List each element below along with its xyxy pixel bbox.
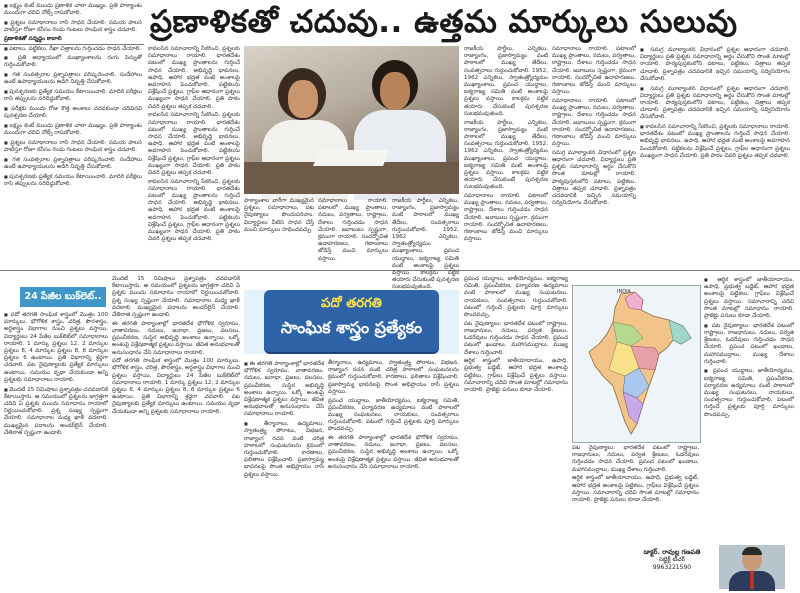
paragraph: ■ పునశ్చరణకు ప్రత్యేక సమయం కేటాయించాలి. మాదిరి పరీక్షలు రాసి తప్పులను సరిదిద్దుకోవాలి. — [4, 173, 142, 188]
paragraph: ఈ తరగతి పాఠ్యాంశాల్లో భారతదేశ భౌగోళిక స్వరూపం, వాతావరణం, నదులు, జనాభా, ప్రజలు, వలసలు, ప్రపంచీకరణ, సుస్థిర అభివృద్ధి అంశాలు ఉన్నాయి. ఒక్కో అంశంపై విశ్లేషణాత్మక ప్రశ్నలు వస్తాయి. జీవిత అనుభవాలతో అనుసంధానం చేసి సమాధానాలు రాయాలి. — [112, 320, 240, 356]
paragraph: రాజకీయ పార్టీలు, ఎన్నికలు, రాజ్యాంగం, ప్రజాస్వామ్యం వంటి పాఠాలలో ముఖ్య తేదీలు, సంవత్సరాలు గుర్తుంచుకోవాలి. 1952, 1962 ఎన్నికలు, స్వాతంత్ర్యోద్యమం ముఖ్యాంశాలు, ప్రపంచ యుద్ధాలు, ఐక్యరాజ్య సమితి వంటి అంశాలపై ప్రశ్నలు వస్తాయి. కాలక్రమ పట్టిక తయారు చేసుకుంటే పునశ్చరణ సులభమవుతుంది. — [464, 119, 548, 191]
author-photo — [719, 545, 785, 589]
column-under-photo-1 — [244, 198, 314, 266]
social-studies-banner — [244, 290, 459, 354]
subheading: ప్రణాళికతో సన్నద్ధం కావాలి — [4, 35, 62, 42]
paragraph: ప్రపంచ యుద్ధాలు, జాతీయోద్యమం, ఐక్యరాజ్య సమితి, ప్రపంచీకరణ, పర్యావరణ ఉద్యమాలు వంటి పాఠాలలో ముఖ్య సంఘటనలు, నాయకులు, సంవత్సరాలు గుర్తుంచుకోవాలి. పటంలో గుర్తించే ప్రశ్నలకు పూర్తి మార్కులు పొందవచ్చు. — [464, 276, 568, 319]
paragraph: కావలసిన సమాచారాన్ని సేకరించి, ప్రశ్నలకు సమాధానాలు రాయాలి. భారతదేశం పటంలో ముఖ్య ప్రాంతాలను గుర్తించే సాధన చేయాలి. అభివృద్ధి భావనలు, ఉపాధి, ఆహార భద్రత వంటి అంశాలపై అవగాహన పెంచుకోవాలి. పట్టికలను విశ్లేషించే ప్రశ్నలు, గ్రాఫ్‌ల ఆధారంగా ప్రశ్నలు ముఖ్యంగా సాధన చేయాలి. ప్రతి పాఠం చివరి ప్రశ్నలు తప్పక చదవాలి. — [148, 112, 240, 176]
column-bottom-3 — [244, 360, 324, 591]
banner-line-1: పదో తరగతి — [321, 296, 382, 311]
paragraph: కావలసిన సమాచారాన్ని సేకరించి, ప్రశ్నలకు సమాధానాలు రాయాలి. భారతదేశం పటంలో ముఖ్య ప్రాంతాలను గుర్తించే సాధన చేయాలి. అభివృద్ధి భావనలు, ఉపాధి, ఆహార భద్రత వంటి అంశాలపై అవగాహన పెంచుకోవాలి. పట్టికలను విశ్లేషించే ప్రశ్నలు, గ్రాఫ్‌ల ఆధారంగా ప్రశ్నలు ముఖ్యంగా సాధన చేయాలి. ప్రతి పాఠం చివరి ప్రశ్నలు తప్పక చదవాలి. — [148, 178, 240, 243]
paragraph: కావలసిన సమాచారాన్ని సేకరించి, ప్రశ్నలకు సమాధానాలు రాయాలి. భారతదేశం పటంలో ముఖ్య ప్రాంతాలను గుర్తించే సాధన చేయాలి. అభివృద్ధి భావనలు, ఉపాధి, ఆహార భద్రత వంటి అంశాలపై అవగాహన పెంచుకోవాలి. పట్టికలను విశ్లేషించే ప్రశ్నలు, గ్రాఫ్‌ల ఆధారంగా ప్రశ్నలు ముఖ్యంగా సాధన చేయాలి. ప్రతి పాఠం చివరి ప్రశ్నలు తప్పక చదవాలి. — [148, 46, 240, 110]
column-top-3 — [464, 46, 548, 266]
paragraph: ■ పరీక్షకు ముందు రోజు కొత్త అంశాలు చదవకుండా చదివినవి పునశ్చరణ చేయాలి. — [4, 105, 142, 120]
column-bottom-1 — [4, 311, 108, 591]
paragraph: సమాధానాలు రాయాలి. పటాలలో ముఖ్య ప్రాంతాలు, నదులు, పర్వతాలు, రాష్ట్రాలు, దేశాలు గుర్తించడం సాధన చేయాలి. జవాబులు స్పష్టంగా, క్రమంగా రాయాలి. సందర్భోచిత ఉదాహరణలు, గణాంకాలు జోడిస్తే మంచి మార్కులు వస్తాయి. — [552, 97, 636, 148]
column-bottom-2 — [112, 276, 240, 591]
paragraph: పదో తరగతి సాంఘిక శాస్త్రంలో మొత్తం 100 మార్కులు. భౌగోళిక శాస్త్రం, చరిత్ర, పౌరశాస్త్రం, అర్థశాస్త్రం విభాగాల నుంచి ప్రశ్నలు వస్తాయి. విద్యార్థులు 24 పేజీల బుక్‌లెట్‌లో సమాధానాలు రాయాలి. 1 మార్కు ప్రశ్నలు 12, 2 మార్కుల ప్రశ్నలు 8, 4 మార్కుల ప్రశ్నలు 8, 8 మార్కుల ప్రశ్నలు 6 ఉంటాయి. ప్రతి విభాగాన్ని శ్రద్ధగా చదవాలి. పట నైపుణ్యాలకు ప్రత్యేక మార్కులు ఉంటాయి. సమయం వృథా చేయకుండా అన్ని ప్రశ్నలకు సమాధానాలు రాయాలి. — [112, 358, 240, 415]
paragraph: మొదటి 15 నిమిషాలు ప్రశ్నాపత్రం చదవడానికి కేటాయిస్తారు. ఆ సమయంలో ప్రశ్నలను జాగ్రత్తగా చదివి ఏ ప్రశ్నకు ముందు సమాధానం రాయాలో నిర్ణయించుకోవాలి. ప్రశ్న సంఖ్య స్పష్టంగా వేయాలి. సమాధానాల మధ్య ఖాళీ వదలాలి. ముఖ్యమైన పదాలను అండర్‌లైన్‌ చేయాలి. చేతిరాత స్పష్టంగా ఉండాలి. — [112, 276, 240, 319]
paragraph: సమాధానాలు రాయాలి. పటాలలో ముఖ్య ప్రాంతాలు, నదులు, పర్వతాలు, రాష్ట్రాలు, దేశాలు గుర్తించడం సాధన చేయాలి. జవాబులు స్పష్టంగా, క్రమంగా రాయాలి. సందర్భోచిత ఉదాహరణలు, గణాంకాలు జోడిస్తే మంచి మార్కులు వస్తాయి. — [552, 46, 636, 96]
paragraph: పాఠ్యాంశాల వారీగా ముఖ్యమైన ప్రశ్నలు, సమాధానాలు, పట నైపుణ్యాలు పొందుపరిచాం. విద్యార్థులు వీటిని సాధన చేస్తే మంచి మార్కులు సాధించవచ్చు. — [244, 198, 314, 233]
paragraph: ■ గత సంవత్సరాల ప్రశ్నాపత్రాలు పరిష్కరించాలి. సందేహాలు ఉంటే ఉపాధ్యాయులను అడిగి నివృత్తి చేసుకోవాలి. — [4, 71, 142, 86]
paragraph: ■ ప్రశ్నలు సమాధానాలు రాసి సాధన చేయాలి. సమయ పాలన పాటిస్తూ రోజూ కనీసం రెండు గంటలు సాంఘిక శాస్త్రం చదవాలి. — [4, 19, 142, 34]
paragraph: తీర్మానాలు, ఉద్యమాలు, స్వాతంత్ర్య పోరాటం, విభజన, రాజ్యాంగ రచన వంటి చరిత్ర పాఠాలలో సంఘటనలను క్రమంలో గుర్తుంచుకోవాలి. కారణాలు, ఫలితాలు విశ్లేషించాలి. ప్రజాస్వామ్య భావనలపై సొంత అభిప్రాయం రాసే ప్రశ్నలు వస్తాయి. — [328, 360, 459, 395]
paragraph: ■ సమగ్ర మూల్యాంకన విధానంలో ప్రశ్నల ఆధారంగా చదవాలి. విద్యార్థులు ప్రతి ప్రశ్నకు సమాధానాన్ని అర్థం చేసుకొని సొంత మాటల్లో రాయాలి. పాఠ్యపుస్తకంలోని పటాలు, పట్టికలు, చిత్రాలు తప్పక చూడాలి. ప్రశ్నాపత్రం చదవడానికి ఇచ్చిన సమయాన్ని సద్వినియోగం చేసుకోవాలి. — [640, 85, 790, 122]
column-top-2 — [148, 46, 240, 266]
paragraph: ■ మొదటి 15 నిమిషాలు ప్రశ్నాపత్రం చదవడానికి కేటాయిస్తారు. ఆ సమయంలో ప్రశ్నలను జాగ్రత్తగా చదివి ఏ ప్రశ్నకు ముందు సమాధానం రాయాలో నిర్ణయించుకోవాలి. ప్రశ్న సంఖ్య స్పష్టంగా వేయాలి. సమాధానాల మధ్య ఖాళీ వదలాలి. ముఖ్యమైన పదాలను అండర్‌లైన్‌ చేయాలి. చేతిరాత స్పష్టంగా ఉండాలి. — [4, 386, 108, 437]
paragraph: పట నైపుణ్యాలు: భారతదేశ పటంలో రాష్ట్రాలు, రాజధానులు, నదులు, పర్వత శ్రేణులు, ఓడరేవులు గుర్తించడం సాధన చేయాలి. ప్రపంచ పటంలో ఖండాలు, మహాసముద్రాలు, ముఖ్య దేశాలు గుర్తించాలి. — [464, 320, 568, 356]
column-bottom-5 — [464, 276, 568, 591]
paragraph: ■ తీర్మానాలు, ఉద్యమాలు, స్వాతంత్ర్య పోరాటం, విభజన, రాజ్యాంగ రచన వంటి చరిత్ర పాఠాలలో సంఘటనలను క్రమంలో గుర్తుంచుకోవాలి. కారణాలు, ఫలితాలు విశ్లేషించాలి. ప్రజాస్వామ్య భావనలపై సొంత అభిప్రాయం రాసే ప్రశ్నలు వస్తాయి. — [244, 420, 324, 479]
paragraph: రాజకీయ పార్టీలు, ఎన్నికలు, రాజ్యాంగం, ప్రజాస్వామ్యం వంటి పాఠాలలో ముఖ్య తేదీలు, సంవత్సరాలు గుర్తుంచుకోవాలి. 1952, 1962 ఎన్నికలు, స్వాతంత్ర్యోద్యమం ముఖ్యాంశాలు, ప్రపంచ యుద్ధాలు, ఐక్యరాజ్య సమితి వంటి అంశాలపై ప్రశ్నలు వస్తాయి. కాలక్రమ పట్టిక తయారు చేసుకుంటే పునశ్చరణ సులభమవుతుంది. — [392, 198, 460, 291]
paragraph: ■ సమగ్ర మూల్యాంకన విధానంలో ప్రశ్నల ఆధారంగా చదవాలి. విద్యార్థులు ప్రతి ప్రశ్నకు సమాధానాన్ని అర్థం చేసుకొని సొంత మాటల్లో రాయాలి. పాఠ్యపుస్తకంలోని పటాలు, పట్టికలు, చిత్రాలు తప్పక చూడాలి. ప్రశ్నాపత్రం చదవడానికి ఇచ్చిన సమయాన్ని సద్వినియోగం చేసుకోవాలి. — [640, 46, 790, 83]
paragraph: ■ లక్ష్యం కంటే ముందు ప్రణాళిక చాలా ముఖ్యం. ప్రతి పాఠ్యాంశం ముందుగా చదివి నోట్స్‌ రాసుకోవాలి. — [4, 122, 142, 137]
paragraph: సమాధానాలు రాయాలి. పటాలలో ముఖ్య ప్రాంతాలు, నదులు, పర్వతాలు, రాష్ట్రాలు, దేశాలు గుర్తించడం సాధన చేయాలి. జవాబులు స్పష్టంగా, క్రమంగా రాయాలి. సందర్భోచిత ఉదాహరణలు, గణాంకాలు జోడిస్తే మంచి మార్కులు వస్తాయి. — [318, 198, 388, 262]
paragraph: ■ పట నైపుణ్యాలు: భారతదేశ పటంలో రాష్ట్రాలు, రాజధానులు, నదులు, పర్వత శ్రేణులు, ఓడరేవులు గుర్తించడం సాధన చేయాలి. ప్రపంచ పటంలో ఖండాలు, మహాసముద్రాలు, ముఖ్య దేశాలు గుర్తించాలి. — [704, 322, 794, 366]
paragraph: ఆర్థిక శాస్త్రంలో జాతీయాదాయం, ఉపాధి, ప్రభుత్వ బడ్జెట్‌, ఆహార భద్రత అంశాలపై పట్టికలు, గ్రాఫ్‌లు విశ్లేషించే ప్రశ్నలు వస్తాయి. సమాచారాన్ని చదివి సొంత మాటల్లో సమాధానం రాయాలి. ప్రాజెక్టు పనులు కూడా చేయాలి. — [572, 475, 699, 503]
paragraph: ఆర్థిక శాస్త్రంలో జాతీయాదాయం, ఉపాధి, ప్రభుత్వ బడ్జెట్‌, ఆహార భద్రత అంశాలపై పట్టికలు, గ్రాఫ్‌లు విశ్లేషించే ప్రశ్నలు వస్తాయి. సమాచారాన్ని చదివి సొంత మాటల్లో సమాధానం రాయాలి. ప్రాజెక్టు పనులు కూడా చేయాలి. — [464, 358, 568, 394]
paragraph: పట నైపుణ్యాలు: భారతదేశ పటంలో రాష్ట్రాలు, రాజధానులు, నదులు, పర్వత శ్రేణులు, ఓడరేవులు గుర్తించడం సాధన చేయాలి. ప్రపంచ పటంలో ఖండాలు, మహాసముద్రాలు, ముఖ్య దేశాలు గుర్తించాలి. — [572, 445, 699, 473]
paragraph: ■ ప్రతి అధ్యాయంలో ముఖ్యాంశాలను రంగు పెన్నుతో గుర్తించుకోవాలి. — [4, 54, 142, 69]
column-bottom-6 — [704, 276, 794, 542]
column-under-photo-2 — [318, 198, 388, 266]
banner-line-2: సాంఘిక శాస్త్రం ప్రత్యేకం — [280, 318, 423, 337]
booklet-label: 24 పేజీల బుక్‌లెట్‌.. — [20, 287, 106, 307]
paragraph: ■ ఆర్థిక శాస్త్రంలో జాతీయాదాయం, ఉపాధి, ప్రభుత్వ బడ్జెట్‌, ఆహార భద్రత అంశాలపై పట్టికలు, గ్రాఫ్‌లు విశ్లేషించే ప్రశ్నలు వస్తాయి. సమాచారాన్ని చదివి సొంత మాటల్లో సమాధానం రాయాలి. ప్రాజెక్టు పనులు కూడా చేయాలి. — [704, 276, 794, 320]
paragraph: ఈ తరగతి పాఠ్యాంశాల్లో భారతదేశ భౌగోళిక స్వరూపం, వాతావరణం, నదులు, జనాభా, ప్రజలు, వలసలు, ప్రపంచీకరణ, సుస్థిర అభివృద్ధి అంశాలు ఉన్నాయి. ఒక్కో అంశంపై విశ్లేషణాత్మక ప్రశ్నలు వస్తాయి. జీవిత అనుభవాలతో అనుసంధానం చేసి సమాధానాలు రాయాలి. — [328, 435, 459, 470]
column-top-5 — [640, 46, 790, 266]
paragraph: ■ పటాలు, పట్టికలు, రేఖా చిత్రాలను గుర్తించడం సాధన చేయాలి. — [4, 45, 142, 53]
paragraph: ■ లక్ష్యం కంటే ముందు ప్రణాళిక చాలా ముఖ్యం. ప్రతి పాఠ్యాంశం ముందుగా చదివి నోట్స్‌ రాసుకోవాలి. — [4, 2, 142, 17]
paragraph: ■ గత సంవత్సరాల ప్రశ్నాపత్రాలు పరిష్కరించాలి. సందేహాలు ఉంటే ఉపాధ్యాయులను అడిగి నివృత్తి చేసుకోవాలి. — [4, 156, 142, 171]
author-byline — [626, 548, 718, 572]
author-phone: 9963221590 — [652, 564, 692, 571]
paragraph: ■ ప్రపంచ యుద్ధాలు, జాతీయోద్యమం, ఐక్యరాజ్య సమితి, ప్రపంచీకరణ, పర్యావరణ ఉద్యమాలు వంటి పాఠాలలో ముఖ్య సంఘటనలు, నాయకులు, సంవత్సరాలు గుర్తుంచుకోవాలి. పటంలో గుర్తించే ప్రశ్నలకు పూర్తి మార్కులు పొందవచ్చు. — [704, 367, 794, 418]
paragraph: ■ ప్రశ్నలు సమాధానాలు రాసి సాధన చేయాలి. సమయ పాలన పాటిస్తూ రోజూ కనీసం రెండు గంటలు సాంఘిక శాస్త్రం చదవాలి. — [4, 139, 142, 154]
page-headline: ప్రణాళికతో చదువు.. ఉత్తమ మార్కులు సులువు — [150, 4, 738, 40]
paragraph: ■ పదో తరగతి సాంఘిక శాస్త్రంలో మొత్తం 100 మార్కులు. భౌగోళిక శాస్త్రం, చరిత్ర, పౌరశాస్త్రం, అర్థశాస్త్రం విభాగాల నుంచి ప్రశ్నలు వస్తాయి. విద్యార్థులు 24 పేజీల బుక్‌లెట్‌లో సమాధానాలు రాయాలి. 1 మార్కు ప్రశ్నలు 12, 2 మార్కుల ప్రశ్నలు 8, 4 మార్కుల ప్రశ్నలు 8, 8 మార్కుల ప్రశ్నలు 6 ఉంటాయి. ప్రతి విభాగాన్ని శ్రద్ధగా చదవాలి. పట నైపుణ్యాలకు ప్రత్యేక మార్కులు ఉంటాయి. సమయం వృథా చేయకుండా అన్ని ప్రశ్నలకు సమాధానాలు రాయాలి. — [4, 311, 108, 384]
paragraph: సమగ్ర మూల్యాంకన విధానంలో ప్రశ్నల ఆధారంగా చదవాలి. విద్యార్థులు ప్రతి ప్రశ్నకు సమాధానాన్ని అర్థం చేసుకొని సొంత మాటల్లో రాయాలి. పాఠ్యపుస్తకంలోని పటాలు, పట్టికలు, చిత్రాలు తప్పక చూడాలి. ప్రశ్నాపత్రం చదవడానికి ఇచ్చిన సమయాన్ని సద్వినియోగం చేసుకోవాలి. — [552, 149, 636, 207]
column-top-4 — [552, 46, 636, 266]
india-map — [572, 285, 701, 443]
map-title: INDIA — [617, 289, 631, 295]
column-top-1 — [4, 2, 142, 266]
paragraph: ■ పునశ్చరణకు ప్రత్యేక సమయం కేటాయించాలి. మాదిరి పరీక్షలు రాసి తప్పులను సరిదిద్దుకోవాలి. — [4, 88, 142, 103]
column-bottom-4 — [328, 360, 459, 591]
paragraph: ■ కావలసిన సమాచారాన్ని సేకరించి, ప్రశ్నలకు సమాధానాలు రాయాలి. భారతదేశం పటంలో ముఖ్య ప్రాంతాలను గుర్తించే సాధన చేయాలి. అభివృద్ధి భావనలు, ఉపాధి, ఆహార భద్రత వంటి అంశాలపై అవగాహన పెంచుకోవాలి. పట్టికలను విశ్లేషించే ప్రశ్నలు, గ్రాఫ్‌ల ఆధారంగా ప్రశ్నలు ముఖ్యంగా సాధన చేయాలి. ప్రతి పాఠం చివరి ప్రశ్నలు తప్పక చదవాలి. — [640, 123, 790, 160]
paragraph: ప్రపంచ యుద్ధాలు, జాతీయోద్యమం, ఐక్యరాజ్య సమితి, ప్రపంచీకరణ, పర్యావరణ ఉద్యమాలు వంటి పాఠాలలో ముఖ్య సంఘటనలు, నాయకులు, సంవత్సరాలు గుర్తుంచుకోవాలి. పటంలో గుర్తించే ప్రశ్నలకు పూర్తి మార్కులు పొందవచ్చు. — [328, 397, 459, 433]
paragraph: ■ ఈ తరగతి పాఠ్యాంశాల్లో భారతదేశ భౌగోళిక స్వరూపం, వాతావరణం, నదులు, జనాభా, ప్రజలు, వలసలు, ప్రపంచీకరణ, సుస్థిర అభివృద్ధి అంశాలు ఉన్నాయి. ఒక్కో అంశంపై విశ్లేషణాత్మక ప్రశ్నలు వస్తాయి. జీవిత అనుభవాలతో అనుసంధానం చేసి సమాధానాలు రాయాలి. — [244, 360, 324, 419]
students-photo — [244, 46, 459, 194]
paragraph: సమాధానాలు రాయాలి. పటాలలో ముఖ్య ప్రాంతాలు, నదులు, పర్వతాలు, రాష్ట్రాలు, దేశాలు గుర్తించడం సాధన చేయాలి. జవాబులు స్పష్టంగా, క్రమంగా రాయాలి. సందర్భోచిత ఉదాహరణలు, గణాంకాలు జోడిస్తే మంచి మార్కులు వస్తాయి. — [464, 193, 548, 243]
author-name: డాక్టర్‌. రావుల్ల గణపతి — [643, 548, 701, 556]
column-under-photo-3 — [392, 198, 460, 291]
paragraph: రాజకీయ పార్టీలు, ఎన్నికలు, రాజ్యాంగం, ప్రజాస్వామ్యం వంటి పాఠాలలో ముఖ్య తేదీలు, సంవత్సరాలు గుర్తుంచుకోవాలి. 1952, 1962 ఎన్నికలు, స్వాతంత్ర్యోద్యమం ముఖ్యాంశాలు, ప్రపంచ యుద్ధాలు, ఐక్యరాజ్య సమితి వంటి అంశాలపై ప్రశ్నలు వస్తాయి. కాలక్రమ పట్టిక తయారు చేసుకుంటే పునశ్చరణ సులభమవుతుంది. — [464, 46, 548, 117]
author-role: సబ్జెక్ట్‌ టీచర్‌ — [658, 556, 686, 563]
